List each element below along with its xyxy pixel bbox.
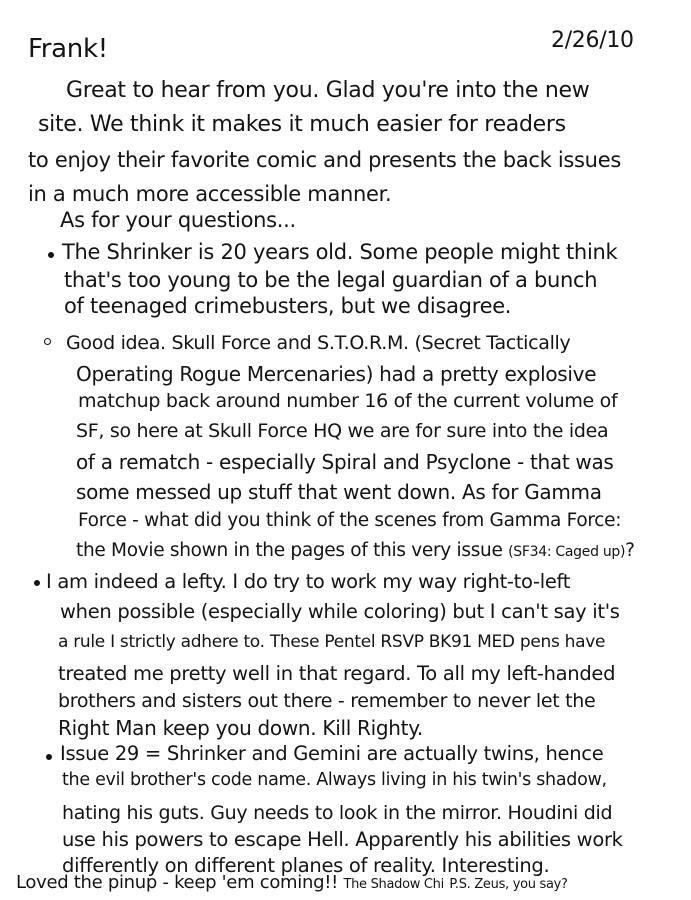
answer-line: of teenaged crimebusters, but we disagree. — [64, 294, 512, 318]
bullet-marker — [46, 754, 52, 760]
answer-line — [76, 542, 635, 561]
answer-line: that's too young to be the legal guardian of a bunch — [64, 268, 598, 292]
answer-line: Right Man keep you down. Kill Righty. — [58, 716, 423, 740]
answer-line: differently on different planes of reality. Interesting. — [62, 854, 550, 877]
answer-line: SF, so here at Skull Force HQ we are for sure into the idea — [76, 420, 609, 442]
answer-line: treated me pretty well in that regard. To all my left-handed — [58, 662, 616, 685]
answer-line: Issue 29 = Shrinker and Gemini are actually twins, hence — [60, 742, 604, 765]
answer-line: some messed up stuff that went down. As for Gamma — [76, 480, 602, 504]
issue-aside: (SF34: Caged up) — [508, 544, 626, 560]
answer-text: ? — [625, 540, 635, 561]
questions-lead: As for your questions... — [60, 208, 296, 232]
closing-line — [16, 874, 568, 892]
answer-line: I am indeed a lefty. I do try to work my way right-to-left — [46, 570, 571, 593]
intro-line: Great to hear from you. Glad you're into the new — [66, 78, 590, 103]
answer-line: hating his guts. Guy needs to look in the mirror. Houdini did — [62, 802, 613, 824]
postscript: P.S. Zeus, you say? — [449, 877, 568, 892]
salutation: Frank! — [28, 34, 108, 64]
answer-line: The Shrinker is 20 years old. Some people might think — [62, 240, 618, 264]
bullet-marker — [48, 252, 54, 258]
answer-line: when possible (especially while coloring) but I can't say it's — [60, 600, 620, 623]
answer-line: Force - what did you think of the scenes from Gamma Force: — [78, 510, 622, 531]
answer-line: brothers and sisters out there - remember to never let the — [58, 690, 596, 712]
letter-date: 2/26/10 — [551, 28, 634, 53]
answer-line: Operating Rogue Mercenaries) had a pretty explosive — [76, 362, 597, 386]
answer-line: of a rematch - especially Spiral and Psyclone - that was — [76, 450, 614, 474]
answer-line: the evil brother's code name. Always living in his twin's shadow, — [62, 770, 607, 790]
answer-line: Good idea. Skull Force and S.T.O.R.M. (Secret Tactically — [66, 332, 571, 354]
bullet-marker — [34, 580, 40, 586]
answer-text: the Movie shown in the pages of this very issue — [76, 540, 503, 561]
bullet-marker — [44, 338, 51, 345]
answer-line: matchup back around number 16 of the current volume of — [78, 390, 618, 412]
intro-line: in a much more accessible manner. — [28, 182, 392, 206]
answer-line: a rule I strictly adhere to. These Pentel RSVP BK91 MED pens have — [58, 632, 606, 652]
closing-text: Loved the pinup - keep 'em coming!! — [16, 872, 339, 893]
intro-line: site. We think it makes it much easier for readers — [38, 112, 566, 137]
intro-line: to enjoy their favorite comic and presents the back issues — [28, 148, 621, 172]
signature: The Shadow Chi — [343, 877, 444, 892]
answer-line: use his powers to escape Hell. Apparently his abilities work — [62, 828, 623, 851]
